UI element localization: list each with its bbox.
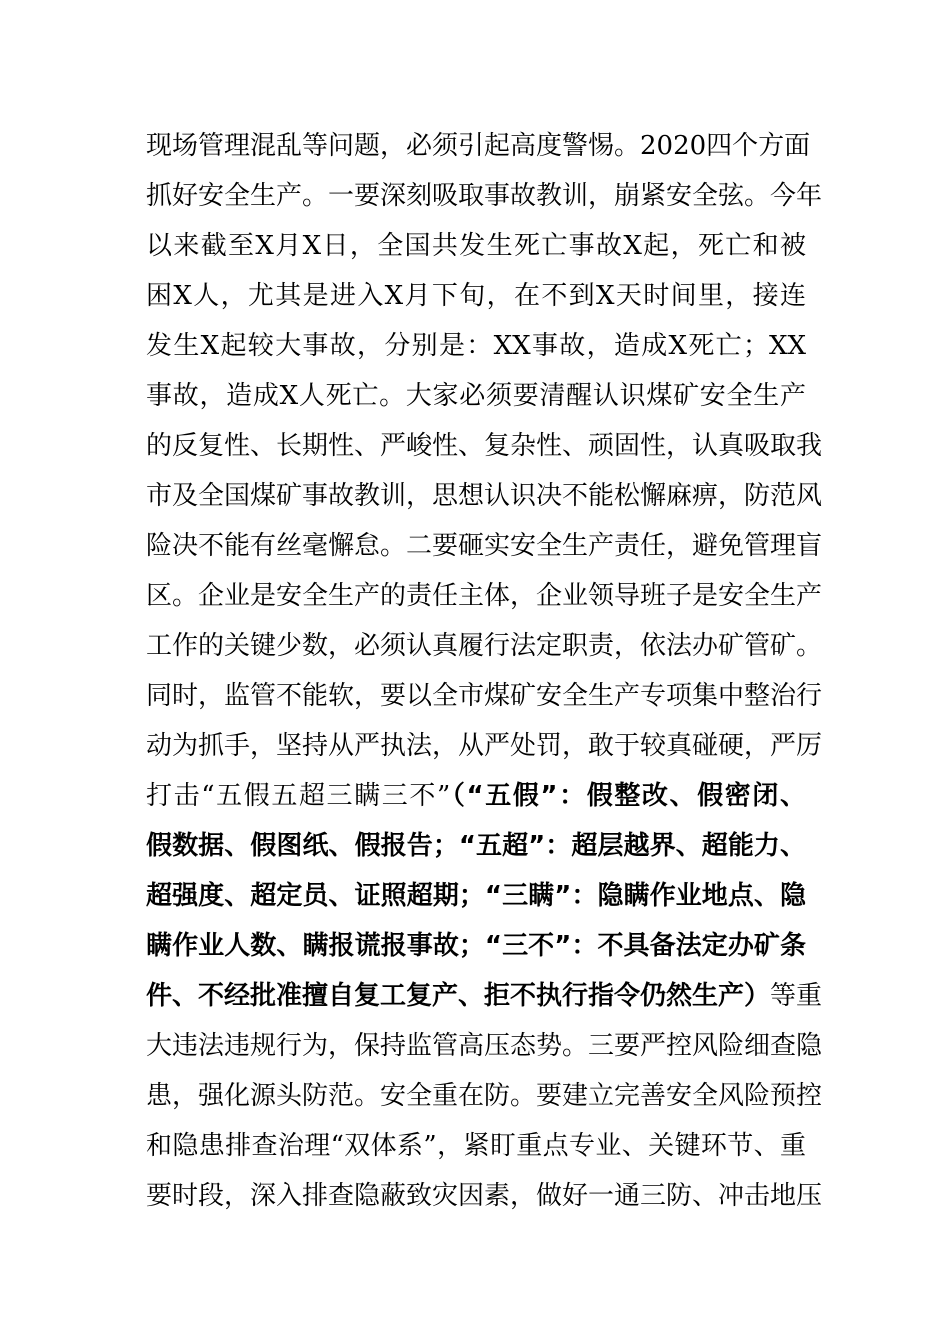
text-line-14 bbox=[146, 776, 806, 816]
text-segment-bold: （“五假”：假整改、假密闭、 bbox=[450, 781, 806, 811]
text-line-1: 现场管理混乱等问题，必须引起高度警惕。2020四个方面 bbox=[146, 131, 811, 161]
text-segment-bold: 件、不经批准擅自复工复产、拒不执行指令仍然生产） bbox=[146, 981, 771, 1011]
text-line-12: 同时，监管不能软，要以全市煤矿安全生产专项集中整治行 bbox=[146, 681, 823, 711]
text-line-6: 事故，造成X人死亡。大家必须要清醒认识煤矿安全生产 bbox=[146, 381, 806, 411]
text-line-11: 工作的关键少数，必须认真履行法定职责，依法办矿管矿。 bbox=[146, 631, 823, 661]
text-segment-plain: 打击“五假五超三瞒三不” bbox=[146, 781, 451, 811]
text-segment-plain: 等重 bbox=[770, 981, 823, 1011]
text-line-17: 瞒作业人数、瞒报谎报事故；“三不”：不具备法定办矿条 bbox=[146, 931, 806, 961]
text-line-19: 大违法违规行为，保持监管高压态势。三要严控风险细查隐 bbox=[146, 1031, 823, 1061]
text-line-3: 以来截至X月X日，全国共发生死亡事故X起，死亡和被 bbox=[146, 231, 806, 261]
text-line-2: 抓好安全生产。一要深刻吸取事故教训，崩紧安全弦。今年 bbox=[146, 181, 823, 211]
text-line-7: 的反复性、长期性、严峻性、复杂性、顽固性，认真吸取我 bbox=[146, 431, 823, 461]
text-line-15: 假数据、假图纸、假报告；“五超”：超层越界、超能力、 bbox=[146, 831, 806, 861]
text-line-21: 和隐患排查治理“双体系”，紧盯重点专业、关键环节、重 bbox=[146, 1131, 806, 1161]
text-line-22: 要时段，深入排查隐蔽致灾因素，做好一通三防、冲击地压 bbox=[146, 1181, 823, 1211]
text-line-10: 区。企业是安全生产的责任主体，企业领导班子是安全生产 bbox=[146, 581, 823, 611]
text-line-5: 发生X起较大事故，分别是：XX事故，造成X死亡；XX bbox=[146, 331, 806, 361]
text-line-13: 动为抓手，坚持从严执法，从严处罚，敢于较真碰硬，严厉 bbox=[146, 731, 823, 761]
text-line-8: 市及全国煤矿事故教训，思想认识决不能松懈麻痹，防范风 bbox=[146, 481, 823, 511]
text-line-16: 超强度、超定员、证照超期；“三瞒”：隐瞒作业地点、隐 bbox=[146, 881, 806, 911]
text-line-4: 困X人，尤其是进入X月下旬，在不到X天时间里，接连 bbox=[146, 281, 806, 311]
text-line-9: 险决不能有丝毫懈怠。二要砸实安全生产责任，避免管理盲 bbox=[146, 531, 823, 561]
text-line-20: 患，强化源头防范。安全重在防。要建立完善安全风险预控 bbox=[146, 1081, 823, 1111]
text-line-18 bbox=[146, 976, 823, 1016]
